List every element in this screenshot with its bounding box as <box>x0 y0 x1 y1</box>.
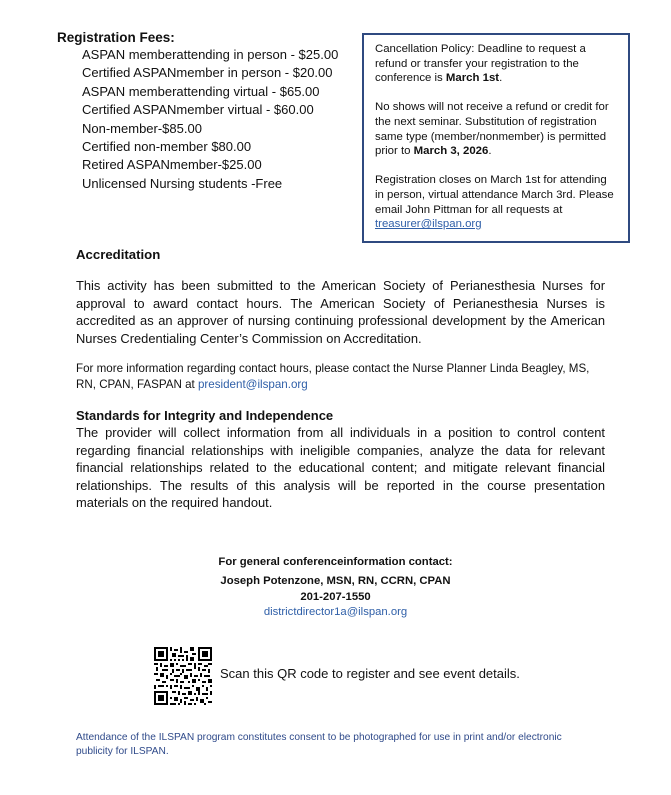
fee-item: Certified ASPANmember in person - $20.00 <box>82 65 333 81</box>
policy-text: No shows will not receive a refund or credit for the next seminar. Substitution of registration same type (member/nonmember) is permitted prior to <box>375 101 609 158</box>
contact-name: Joseph Potenzone, MSN, RN, CCRN, CPAN <box>220 575 451 587</box>
standards-body: The provider will collect information from all individuals in a position to control content regarding financial relationships with ineligible companies, analyze the data for relevant financial relationships related to the educational content; and mitigate relevant financial relationships. The results of this analysis will be reported in the course presentation materials on the required handout. <box>76 425 605 510</box>
standards-heading: Standards for Integrity and Independence <box>76 408 334 423</box>
no-show-policy-text <box>375 100 618 158</box>
contact-email-link[interactable]: districtdirector1a@ilspan.org <box>263 606 408 618</box>
contact-hours-text: For more information regarding contact hours, please contact the Nurse Planner Linda Beagley, MS, RN, CPAN, FASPAN at <box>76 362 590 392</box>
fee-item: ASPAN memberattending virtual - $65.00 <box>82 83 320 99</box>
deadline-date: March 1st <box>445 72 500 85</box>
substitution-date: March 3, 2026 <box>413 145 489 158</box>
fee-item: Certified ASPANmember virtual - $60.00 <box>82 102 314 118</box>
general-contact-heading: For general conferenceinformation contact: <box>218 556 453 568</box>
treasurer-email-link[interactable]: treasurer@ilspan.org <box>375 218 482 231</box>
punctuation: . <box>499 72 503 85</box>
punctuation: . <box>488 145 492 158</box>
accreditation-heading: Accreditation <box>76 247 161 262</box>
contact-hours-info <box>76 361 605 393</box>
registration-fees-title: Registration Fees: <box>57 30 175 45</box>
policy-text: Registration closes on March 1st for attending in person, virtual attendance March 3rd. Please email John Pittman for all requests at <box>375 174 614 216</box>
fee-item: Unlicensed Nursing students -Free <box>82 175 283 191</box>
registration-close-text <box>375 173 618 231</box>
president-email-link[interactable]: president@ilspan.org <box>197 378 308 392</box>
qr-caption: Scan this QR code to register and see event details. <box>220 666 520 681</box>
qr-code-image[interactable] <box>154 647 212 705</box>
fee-item: Non-member-$85.00 <box>82 120 202 136</box>
contact-phone: 201-207-1550 <box>300 591 371 603</box>
fees-list <box>82 46 338 193</box>
fee-item: Certified non-member $80.00 <box>82 139 252 155</box>
photo-consent-notice: Attendance of the ILSPAN program constitutes consent to be photographed for use in print and/or electronic publicity for ILSPAN. <box>76 732 562 757</box>
accreditation-body: This activity has been submitted to the American Society of Perianesthesia Nurses for approval to award contact hours. The American Society of Perianesthesia Nurses is accredited as an approver of nursing continuing professional development by the American Nurses Credentialing Center’s Commission on Accreditation. <box>76 278 605 346</box>
fee-item: ASPAN memberattending in person - $25.00 <box>82 47 339 62</box>
cancellation-policy-box <box>362 33 630 243</box>
cancellation-deadline-text <box>375 42 618 86</box>
fee-item: Retired ASPANmember-$25.00 <box>82 157 262 173</box>
policy-text: Cancellation Policy: Deadline to request a refund or transfer your registration to the conference is <box>375 43 586 85</box>
